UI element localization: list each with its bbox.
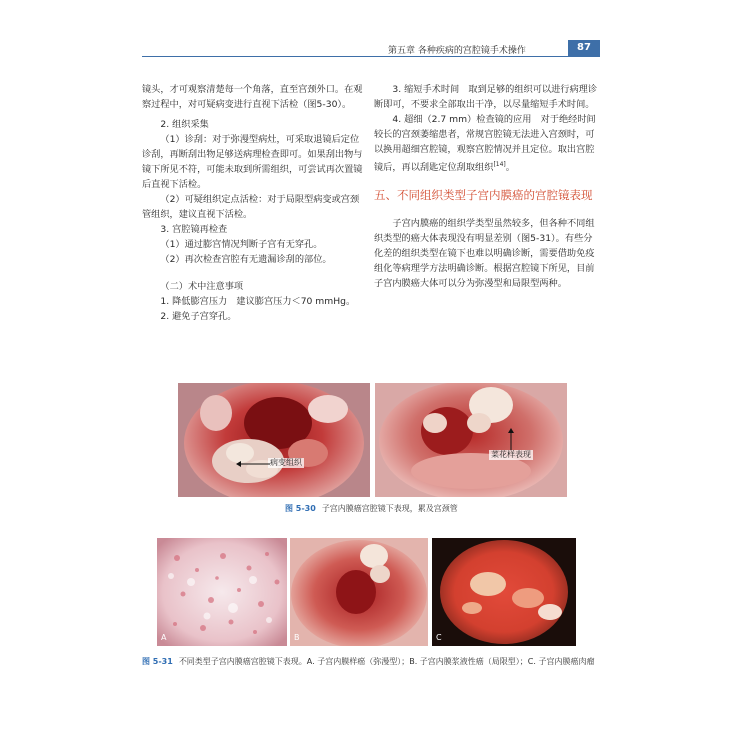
caption-text: 不同类型子宫内膜癌宫腔镜下表现。A. 子宫内膜样癌（弥漫型）；B. 子宫内膜浆液性癌（局限型）；C. 子宫内膜癌肉瘤: [178, 657, 595, 666]
figure-5-31-caption: [142, 656, 594, 667]
paragraph: （1）通过膨宫情况判断子宫有无穿孔。: [160, 239, 323, 250]
panel-label-a: A: [161, 633, 167, 642]
citation-ref: [14]: [493, 161, 506, 168]
annotation-arrow-left: [236, 460, 270, 468]
panel-label-b: B: [294, 633, 300, 642]
endoscopy-image-panel-c: [432, 538, 576, 646]
endoscopy-image-left: [178, 383, 370, 497]
page-number-badge: 87: [568, 40, 600, 56]
left-column: [142, 82, 366, 324]
figure-5-31-panel-b: [290, 538, 428, 646]
figure-5-30-caption: [285, 503, 458, 514]
paragraph: 3. 缩短手术时间 取到足够的组织可以进行病理诊断即可，不要求全部取出干净，以尽量缩短手术时间。: [374, 84, 598, 110]
annotation-cauliflower: 菜花样表现: [491, 450, 531, 459]
paragraph-end: 。: [505, 162, 515, 174]
annotation-arrow-right: [507, 428, 515, 450]
header-rule: [142, 56, 600, 57]
subheading-sampling: 2. 组织采集: [160, 119, 209, 130]
figure-5-30-right-photo: [375, 383, 567, 497]
paragraph: （2）可疑组织定点活检：对于局限型病变或宫颈管组织，建议直视下活检。: [142, 194, 360, 220]
right-column: [374, 82, 600, 291]
subheading-recheck: 3. 宫腔镜再检查: [160, 224, 228, 235]
paragraph: 2. 避免子宫穿孔。: [160, 311, 237, 322]
figure-number: 图 5-31: [142, 657, 173, 666]
paragraph-text: 4. 超细（2.7 mm）检查镜的应用 对于绝经时间较长的宫颈萎缩患者，常规宫腔镜无法进入宫颈时，可以换用超细宫腔镜，观察宫腔情况并且定位。取出宫腔镜后，再以刮匙定位刮取组织: [374, 114, 596, 174]
subheading-notes: （二）术中注意事项: [160, 281, 244, 292]
paragraph: [374, 112, 600, 175]
annotation-lesion-tissue: 病变组织: [270, 458, 302, 467]
paragraph: 子宫内膜癌的组织学类型虽然较多，但各种不同组织类型的癌大体表现没有明显差别（图5-31）。有些分化差的组织类型在镜下也难以明确诊断，需要借助免疫组化等病理学方法明确诊断。根据宫腔镜下所见，目前子宫内膜癌大体可以分为弥漫型和局限型两种。: [374, 218, 595, 290]
paragraph: （2）再次检查宫腔有无遗漏诊刮的部位。: [160, 254, 332, 265]
panel-label-c: C: [436, 633, 442, 642]
paragraph: 镜头，才可观察清楚每一个角落，直至宫颈外口。在观察过程中，对可疑病变进行直视下活检（图5-30）。: [142, 84, 363, 110]
section-title: 五、不同组织类型子宫内膜癌的宫腔镜表现: [374, 188, 593, 203]
caption-text: 子宫内膜癌宫腔镜下表现，累及宫颈管: [321, 504, 458, 513]
endoscopy-image-panel-a: [157, 538, 287, 646]
figure-5-31-panel-c: [432, 538, 576, 646]
endoscopy-image-panel-b: [290, 538, 428, 646]
endoscopy-image-right: [375, 383, 567, 497]
paragraph: （1）诊刮：对于弥漫型病灶，可采取退镜后定位诊刮，再断刮出物足够送病理检查即可。如果刮出物与镜下所见不符，可能未取到所需组织，可尝试再次置镜后直视下活检。: [142, 134, 363, 190]
figure-5-31-panel-a: [157, 538, 287, 646]
paragraph: 1. 降低膨宫压力 建议膨宫压力＜70 mmHg。: [160, 296, 356, 307]
figure-number: 图 5-30: [285, 504, 316, 513]
figure-5-30-left-photo: [178, 383, 370, 497]
chapter-header: 第五章 各种疾病的宫腔镜手术操作: [388, 46, 526, 56]
